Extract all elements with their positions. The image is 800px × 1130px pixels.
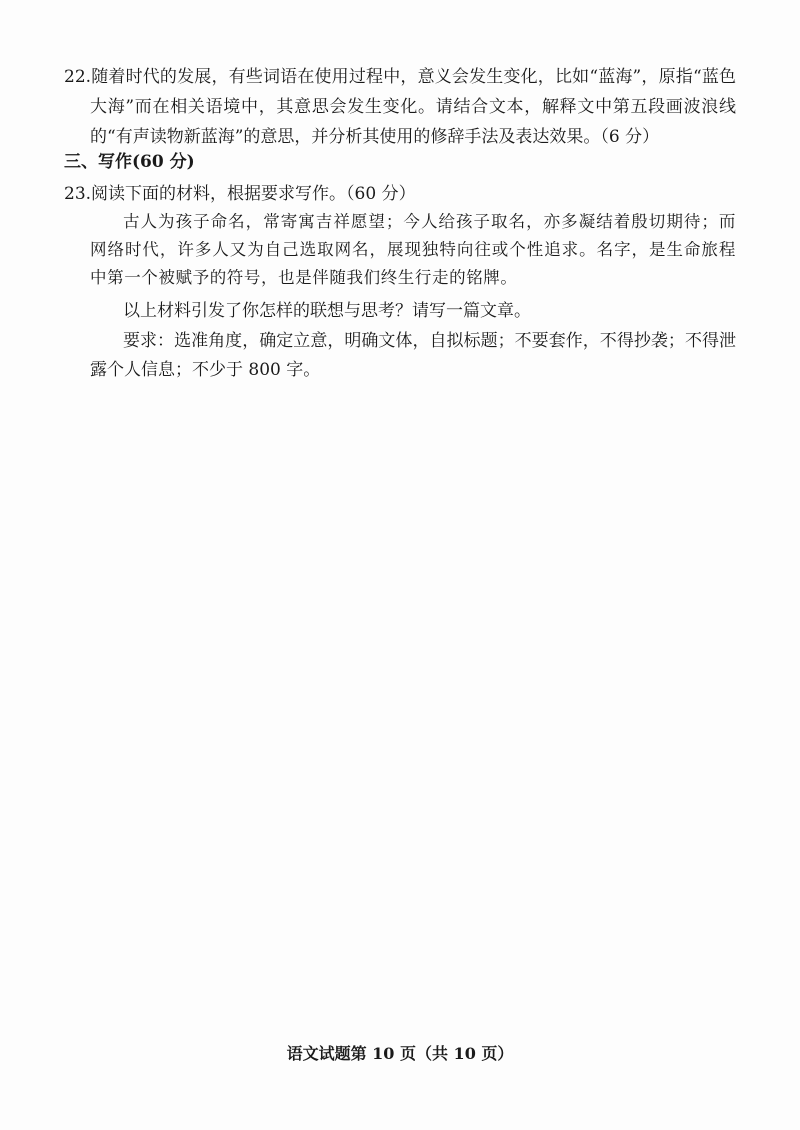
- question-23-heading: 23.阅读下面的材料，根据要求写作。（60 分）: [64, 184, 416, 204]
- writing-prompt: 以上材料引发了你怎样的联想与思考？请写一篇文章。: [123, 301, 531, 321]
- writing-requirements: 要求：选准角度，确定立意，明确文体，自拟标题；不要套作，不得抄袭；不得泄露个人信息；不少于 800 字。: [90, 331, 736, 380]
- writing-material: 古人为孩子命名，常寄寓吉祥愿望；今人给孩子取名，亦多凝结着殷切期待；而网络时代，许多人又为自己选取网名，展现独特向往或个性追求。名字，是生命旅程中第一个被赋予的符号，也是伴随我们终生行走的铭牌。: [90, 212, 736, 287]
- section-title-writing: 三、写作(60 分): [64, 152, 195, 172]
- page-footer: 语文试题第 10 页（共 10 页）: [286, 1044, 514, 1063]
- question-22: 22.随着时代的发展，有些词语在使用过程中，意义会发生变化，比如“蓝海”，原指“蓝色大海”而在相关语境中，其意思会发生变化。请结合文本，解释文中第五段画波浪线的“有声读物新蓝海”的意思，并分析其使用的修辞手法及表达效果。（6 分）: [64, 67, 736, 147]
